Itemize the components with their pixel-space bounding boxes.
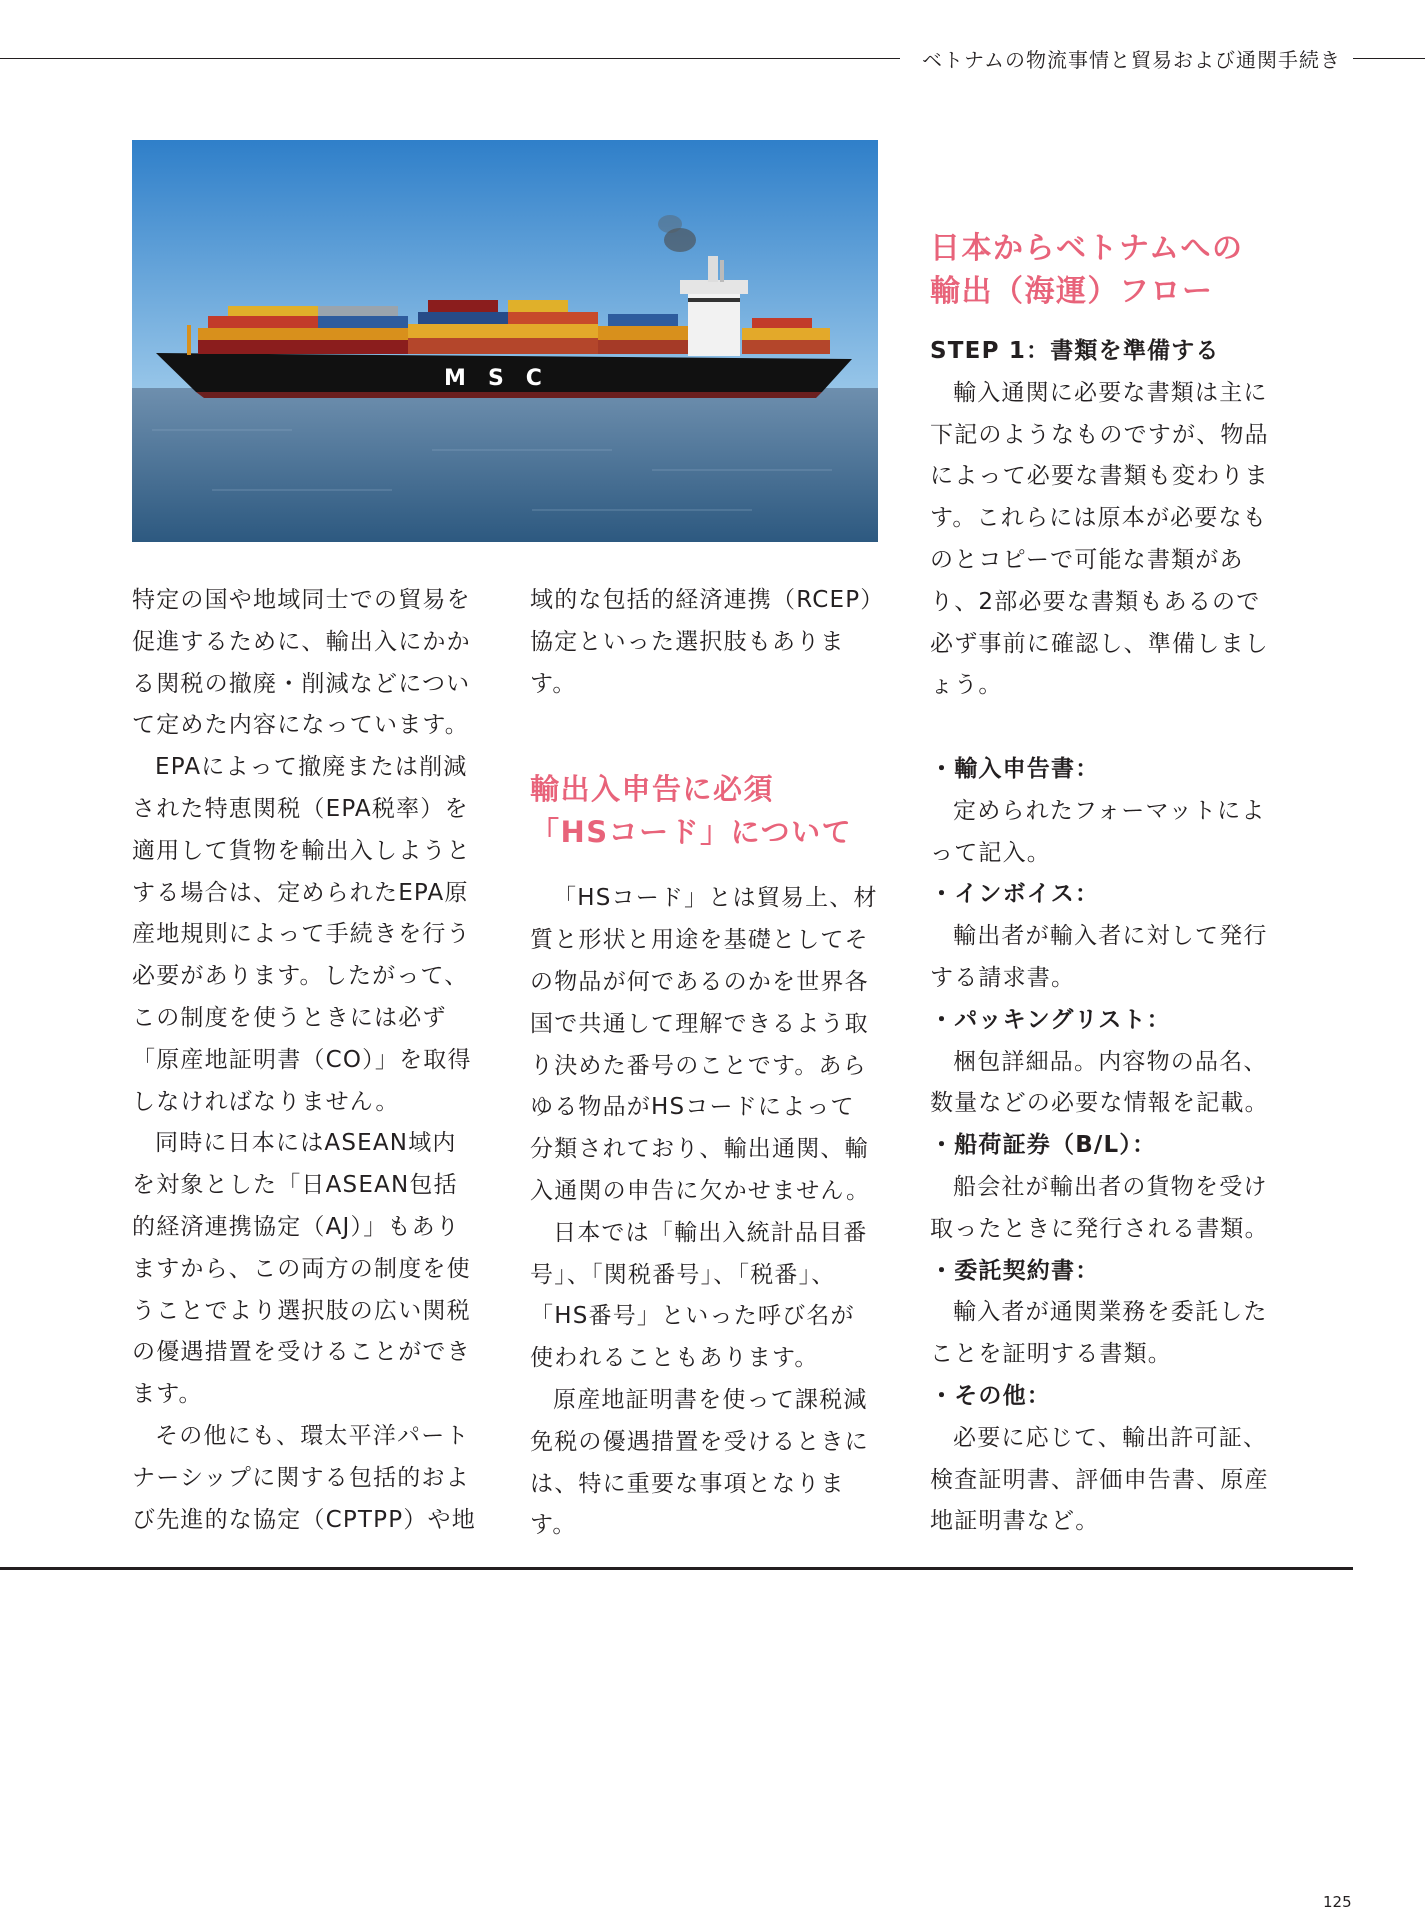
paragraph: 「HSコード」とは貿易上、材質と形状と用途を基礎としてその物品が何であるのかを世界各国で共通して理解できるよう取り決めた番号のことです。あらゆる物品がHSコードによって分類されており、輸出通関、輸入通関の申告に欠かせません。 (530, 885, 878, 1204)
heading-line: 輸出入申告に必須 (530, 772, 775, 807)
document-item-desc: 定められたフォーマットによって記入。 (930, 797, 1266, 866)
paragraph: 日本では「輸出入統計品目番号」、「関税番号」、「税番」、「HS番号」といった呼び名が使われることもあります。 (530, 1219, 868, 1372)
page-number: 125 (1323, 1893, 1352, 1911)
document-item-title: ・その他： (930, 1382, 1051, 1409)
heading-line: 日本からベトナムへの (930, 231, 1244, 266)
document-item-title: ・パッキングリスト： (930, 1006, 1171, 1033)
container-ship-illustration (132, 140, 878, 542)
footer-rule (0, 1567, 1353, 1570)
section-heading-export-flow (930, 227, 1282, 313)
text-column-3 (930, 227, 1282, 1543)
heading-line: 輸出（海運）フロー (930, 274, 1214, 309)
paragraph: EPAによって撤廃または削減された特恵関税（EPA税率）を適用して貨物を輸出入しようとする場合は、定められたEPA原産地規則によって手続きを行う必要があります。したがって、この制度を使うときには必ず「原産地証明書（CO）」を取得しなければなりません。 (132, 754, 472, 1115)
section-heading-hs-code (530, 768, 878, 854)
paragraph: その他にも、環太平洋パートナーシップに関する包括的および先進的な協定（CPTPP）や地 (132, 1422, 476, 1533)
container-ship-photo (132, 140, 878, 542)
document-item-title: ・輸入申告書： (930, 755, 1100, 782)
step-title: STEP 1：書類を準備する (930, 338, 1220, 364)
document-item-desc: 必要に応じて、輸出許可証、検査証明書、評価申告書、原産地証明書など。 (930, 1424, 1269, 1535)
paragraph: 特定の国や地域同士での貿易を促進するために、輸出入にかかる関税の撤廃・削減などについて定めた内容になっています。 (132, 587, 471, 739)
document-item-title: ・インボイス： (930, 881, 1100, 908)
paragraph: 同時に日本にはASEAN域内を対象とした「日ASEAN包括的経済連携協定（AJ）」もありますから、この両方の制度を使うことでより選択肢の広い関税の優遇措置を受けることができます。 (132, 1130, 471, 1408)
header-rule-right (1353, 58, 1425, 59)
paragraph-continuation: 域的な包括的経済連携（RCEP）協定といった選択肢もあります。 (530, 587, 873, 697)
document-item-desc: 輸入者が通関業務を委託したことを証明する書類。 (930, 1299, 1268, 1368)
paragraph: 原産地証明書を使って課税減免税の優遇措置を受けるときには、特に重要な事項となります。 (530, 1386, 869, 1539)
hull-lettering: MSC (444, 366, 564, 391)
spacer (930, 707, 1282, 749)
document-item-desc: 梱包詳細品。内容物の品名、数量などの必要な情報を記載。 (930, 1048, 1269, 1117)
text-column-1 (132, 580, 480, 1541)
paragraph: 輸入通関に必要な書類は主に下記のようなものですが、物品によって必要な書類も変わります。これらには原本が必要なものとコピーで可能な書類があり、2部必要な書類もあるので必ず事前に確認し、準備しましょう。 (930, 379, 1269, 699)
document-item-title: ・船荷証券（B/L）： (930, 1132, 1157, 1159)
document-item-desc: 船会社が輸出者の貨物を受け取ったときに発行される書類。 (930, 1173, 1269, 1242)
heading-line: 「HSコード」について (530, 815, 853, 850)
running-header-title: ベトナムの物流事情と貿易および通関手続き (922, 48, 1341, 72)
text-column-2 (530, 580, 878, 1547)
document-list (930, 749, 1282, 1543)
document-item-desc: 輸出者が輸入者に対して発行する請求書。 (930, 923, 1268, 991)
header-rule-left (0, 58, 900, 59)
document-item-title: ・委託契約書： (930, 1257, 1100, 1284)
